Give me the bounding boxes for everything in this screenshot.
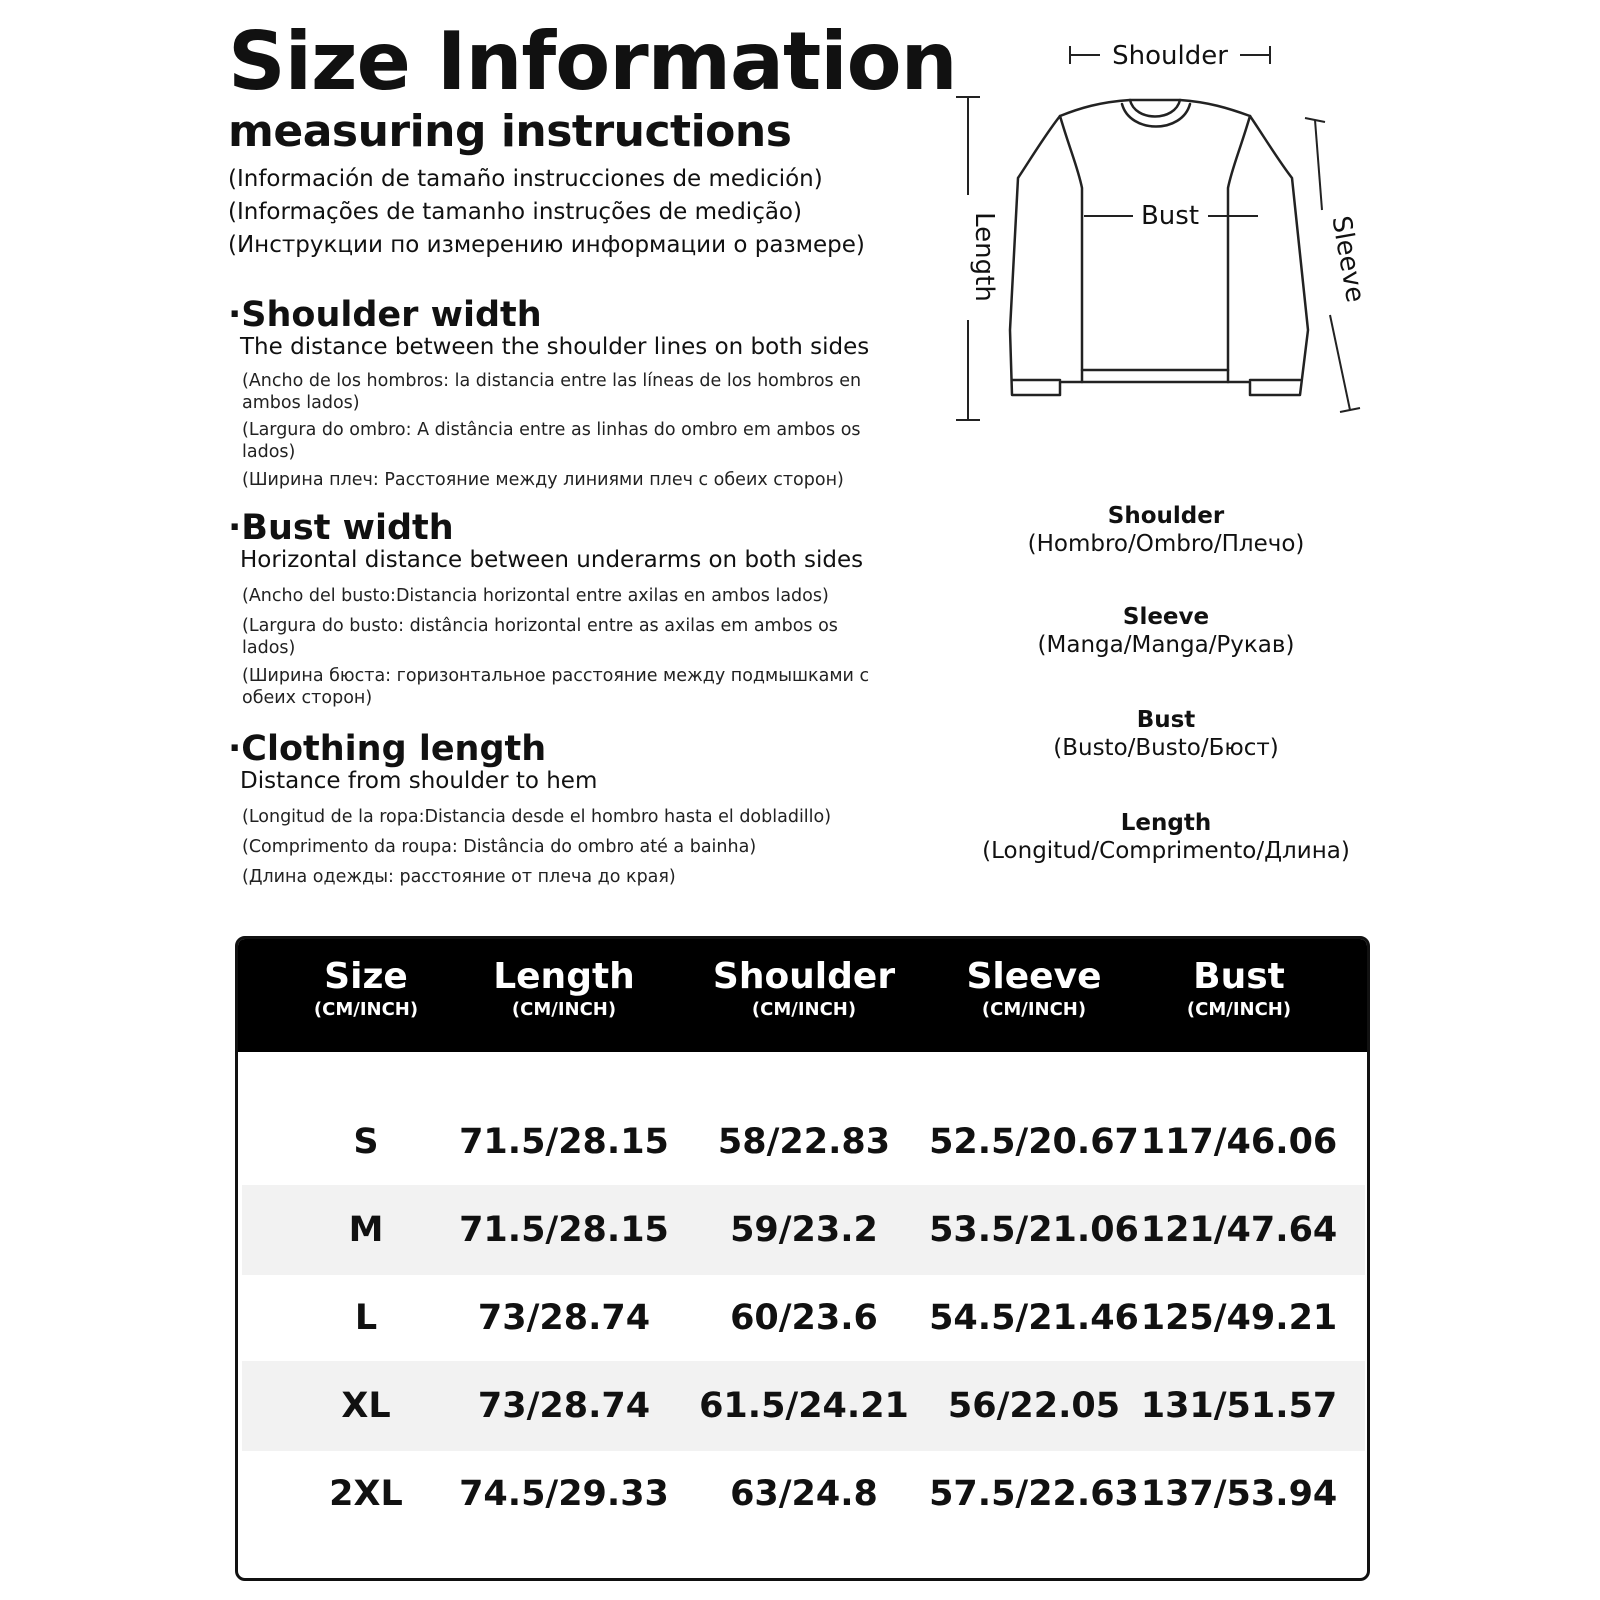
table-cell-bust: 121/47.64 xyxy=(1140,1210,1338,1250)
shoulder-width-note-ru: (Ширина плеч: Расстояние между линиями плеч с обеих сторон) xyxy=(242,470,844,490)
legend-bust xyxy=(906,706,1426,762)
legend-length-translation: (Longitud/Comprimento/Длина) xyxy=(982,838,1350,864)
table-cell-sleeve: 57.5/22.63 xyxy=(929,1474,1139,1514)
size-table-header xyxy=(238,939,1367,1052)
size-table xyxy=(235,936,1370,1581)
table-cell-length: 71.5/28.15 xyxy=(459,1210,669,1250)
legend-shoulder-name: Shoulder xyxy=(1107,503,1225,529)
diagram-bust-label: Bust xyxy=(1140,201,1200,231)
bust-width-note-es: (Ancho del busto:Distancia horizontal entre axilas en ambos lados) xyxy=(242,586,829,606)
legend-length-name: Length xyxy=(1120,810,1212,836)
table-cell-bust: 117/46.06 xyxy=(1140,1122,1338,1162)
column-header-length xyxy=(444,957,684,1023)
legend-sleeve-name: Sleeve xyxy=(1122,604,1210,630)
table-cell-size: M xyxy=(348,1210,384,1250)
column-length-name: Length xyxy=(493,956,635,997)
clothing-length-note-ru: (Длина одежды: расстояние от плеча до края) xyxy=(242,867,676,887)
page-subtitle: measuring instructions xyxy=(228,106,792,157)
table-cell-sleeve: 54.5/21.46 xyxy=(929,1298,1139,1338)
table-row xyxy=(242,1097,1365,1187)
table-cell-size: L xyxy=(354,1298,378,1338)
clothing-length-heading: ·Clothing length xyxy=(228,729,547,769)
table-cell-bust: 131/51.57 xyxy=(1140,1386,1338,1426)
table-cell-shoulder: 59/23.2 xyxy=(730,1210,878,1250)
legend-shoulder-translation: (Hombro/Ombro/Плечо) xyxy=(1027,531,1305,557)
column-sleeve-unit: (CM/INCH) xyxy=(981,999,1087,1020)
column-sleeve-name: Sleeve xyxy=(966,956,1102,997)
column-header-sleeve xyxy=(914,957,1154,1023)
column-shoulder-unit: (CM/INCH) xyxy=(751,999,857,1020)
subtitle-translation-pt: (Informações de tamanho instruções de medição) xyxy=(228,199,802,225)
bust-width-heading: ·Bust width xyxy=(228,508,454,548)
table-cell-sleeve: 52.5/20.67 xyxy=(929,1122,1139,1162)
table-cell-shoulder: 61.5/24.21 xyxy=(699,1386,909,1426)
legend-bust-name: Bust xyxy=(1136,707,1196,733)
table-row xyxy=(242,1449,1365,1539)
shoulder-width-description: The distance between the shoulder lines on both sides xyxy=(240,334,870,360)
column-header-shoulder xyxy=(684,957,924,1023)
table-cell-shoulder: 58/22.83 xyxy=(717,1122,891,1162)
column-size-unit: (CM/INCH) xyxy=(313,999,419,1020)
bust-width-description: Horizontal distance between underarms on both sides xyxy=(240,547,864,573)
table-row xyxy=(242,1361,1365,1451)
clothing-length-description: Distance from shoulder to hem xyxy=(240,768,598,794)
legend-sleeve xyxy=(906,603,1426,659)
diagram-sleeve-label: Sleeve xyxy=(1325,213,1371,305)
bust-width-note-pt: (Largura do busto: distância horizontal entre as axilas em ambos os lados) xyxy=(242,616,838,658)
column-shoulder-name: Shoulder xyxy=(712,956,896,997)
legend-shoulder xyxy=(906,502,1426,558)
clothing-length-note-es: (Longitud de la ropa:Distancia desde el hombro hasta el dobladillo) xyxy=(242,807,832,827)
shoulder-width-heading: ·Shoulder width xyxy=(228,295,542,335)
table-cell-bust: 137/53.94 xyxy=(1140,1474,1338,1514)
shoulder-width-note-es: (Ancho de los hombros: la distancia entre las líneas de los hombros en ambos lados) xyxy=(242,371,862,413)
table-cell-bust: 125/49.21 xyxy=(1140,1298,1338,1338)
table-cell-shoulder: 63/24.8 xyxy=(730,1474,878,1514)
table-cell-size: 2XL xyxy=(329,1474,403,1514)
column-length-unit: (CM/INCH) xyxy=(511,999,617,1020)
column-bust-name: Bust xyxy=(1193,956,1285,997)
table-cell-length: 71.5/28.15 xyxy=(459,1122,669,1162)
table-cell-length: 74.5/29.33 xyxy=(459,1474,669,1514)
column-size-name: Size xyxy=(324,956,408,997)
shoulder-width-note-pt: (Largura do ombro: A distância entre as linhas do ombro em ambos os lados) xyxy=(242,420,861,462)
legend-bust-translation: (Busto/Busto/Бюст) xyxy=(1053,735,1279,761)
column-bust-unit: (CM/INCH) xyxy=(1186,999,1292,1020)
table-cell-sleeve: 56/22.05 xyxy=(947,1386,1121,1426)
page-title: Size Information xyxy=(228,15,957,108)
table-row xyxy=(242,1185,1365,1275)
table-cell-sleeve: 53.5/21.06 xyxy=(929,1210,1139,1250)
diagram-length-label: Length xyxy=(969,212,999,302)
table-cell-size: XL xyxy=(341,1386,391,1426)
subtitle-translation-es: (Información de tamaño instrucciones de medición) xyxy=(228,166,823,192)
table-cell-length: 73/28.74 xyxy=(477,1298,651,1338)
subtitle-translation-ru: (Инструкции по измерению информации о размере) xyxy=(228,232,865,258)
table-cell-size: S xyxy=(353,1122,379,1162)
table-cell-length: 73/28.74 xyxy=(477,1386,651,1426)
legend-length xyxy=(906,809,1426,865)
legend-sleeve-translation: (Manga/Manga/Рукав) xyxy=(1037,632,1295,658)
column-header-bust xyxy=(1119,957,1359,1023)
table-cell-shoulder: 60/23.6 xyxy=(730,1298,878,1338)
sweatshirt-diagram xyxy=(930,30,1390,440)
clothing-length-note-pt: (Comprimento da roupa: Distância do ombro até a bainha) xyxy=(242,837,757,857)
bust-width-note-ru: (Ширина бюста: горизонтальное расстояние между подмышками с обеих сторон) xyxy=(242,666,870,708)
diagram-shoulder-label: Shoulder xyxy=(1112,41,1228,71)
table-row xyxy=(242,1273,1365,1363)
